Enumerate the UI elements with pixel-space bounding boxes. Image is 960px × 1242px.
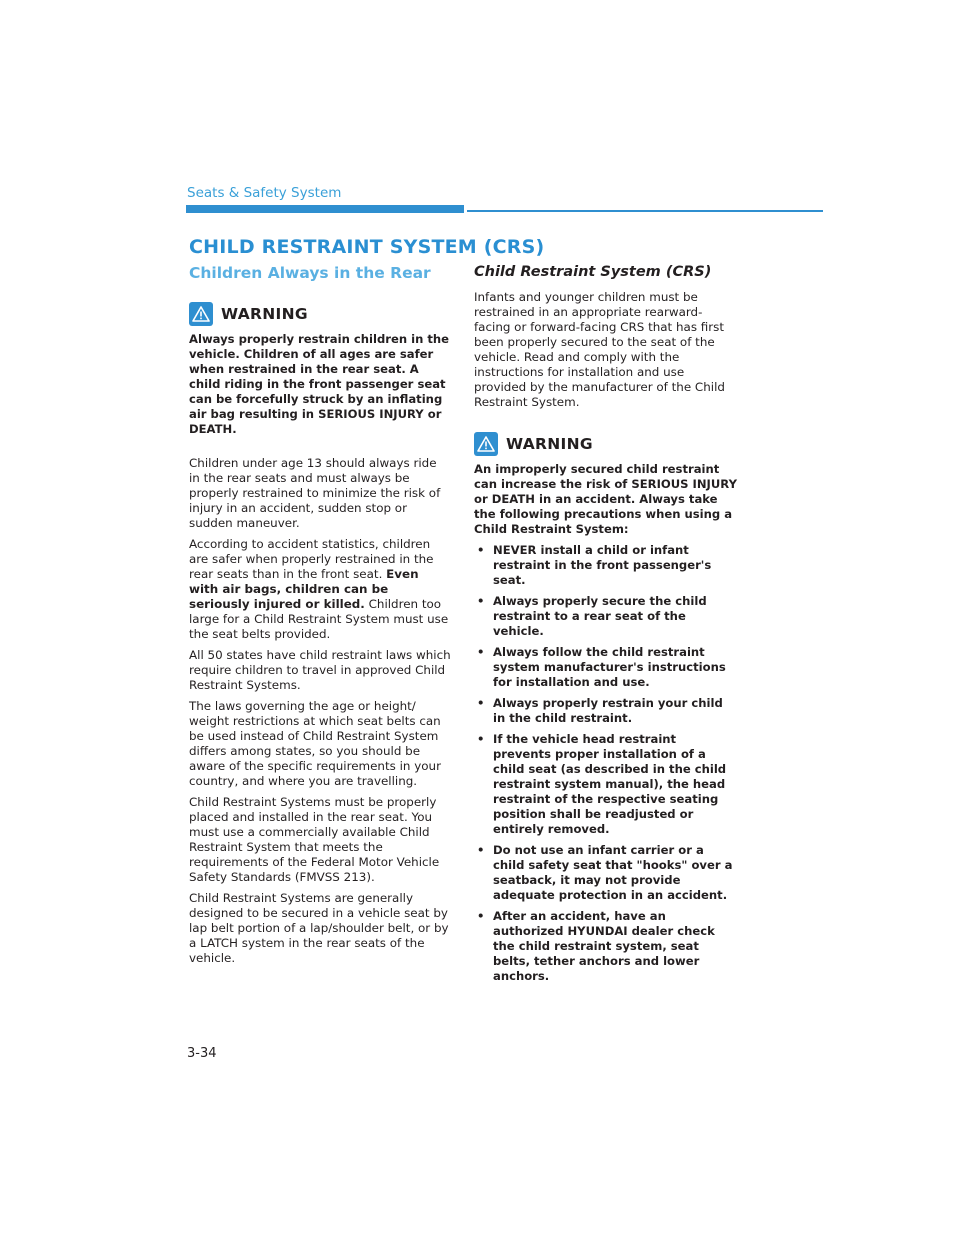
left-paragraph-2-bold: Even with air bags, children can be seriously injured or killed. bbox=[189, 567, 419, 611]
right-paragraph-1: Infants and younger children must be restrained in an appropriate rearward-facing or forward-facing CRS that has first been properly secured to the seat of the vehicle. Read and comply with the instructions for installation and use provided by the manufacturer of the Child Restraint System. bbox=[474, 290, 725, 409]
left-paragraph-3: All 50 states have child restraint laws which require children to travel in approved Child Restraint Systems. bbox=[189, 648, 451, 692]
right-warning-header bbox=[474, 432, 738, 456]
left-warning-label: WARNING bbox=[221, 305, 308, 323]
warning-triangle-icon bbox=[189, 302, 213, 326]
warning-bullet: • After an accident, have an authorized HYUNDAI dealer check the child restraint system, seat belts, tether anchors and lower anchors. bbox=[474, 909, 738, 984]
warning-triangle-icon bbox=[474, 432, 498, 456]
left-heading: Children Always in the Rear bbox=[189, 264, 431, 282]
left-paragraph-2-a: According to accident statistics, children are safer when properly restrained in the rear seats than in the front seat. bbox=[189, 537, 434, 581]
left-column bbox=[189, 264, 451, 972]
right-column bbox=[474, 264, 738, 990]
warning-bullet: • Always follow the child restraint system manufacturer's instructions for installation and use. bbox=[474, 645, 738, 690]
header-rule-thick bbox=[186, 205, 464, 213]
left-paragraph-6: Child Restraint Systems are generally designed to be secured in a vehicle seat by lap belt portion of a lap/shoulder belt, or by a LATCH system in the rear seats of the vehicle. bbox=[189, 891, 449, 965]
left-paragraph-1: Children under age 13 should always ride in the rear seats and must always be properly restrained to minimize the risk of injury in an accident, sudden stop or sudden maneuver. bbox=[189, 456, 441, 530]
left-paragraph-2 bbox=[189, 537, 451, 642]
warning-bullet: • Always properly restrain your child in the child restraint. bbox=[474, 696, 738, 726]
right-warning-text: An improperly secured child restraint can increase the risk of SERIOUS INJURY or DEATH in an accident. Always take the following precautions when using a Child Restraint System: bbox=[474, 462, 737, 536]
warning-bullet: • NEVER install a child or infant restraint in the front passenger's seat. bbox=[474, 543, 738, 588]
page-title: CHILD RESTRAINT SYSTEM (CRS) bbox=[189, 236, 545, 258]
right-warning-label: WARNING bbox=[506, 435, 593, 453]
left-paragraph-4: The laws governing the age or height/ weight restrictions at which seat belts can be used instead of Child Restraint System differs among states, so you should be aware of the specific requirements in your country, and where you are travelling. bbox=[189, 699, 441, 788]
warning-bullet: • Do not use an infant carrier or a child safety seat that "hooks" over a seatback, it may not provide adequate protection in an accident. bbox=[474, 843, 738, 903]
warning-bullet-list bbox=[474, 543, 738, 984]
header-rule-thin bbox=[467, 210, 823, 212]
left-paragraph-5: Child Restraint Systems must be properly placed and installed in the rear seat. You must use a commercially available Child Restraint System that meets the requirements of the Federal Motor Vehicle Safety Standards (FMVSS 213). bbox=[189, 795, 440, 884]
header-section-title: Seats & Safety System bbox=[187, 185, 342, 201]
warning-bullet: • Always properly secure the child restraint to a rear seat of the vehicle. bbox=[474, 594, 738, 639]
warning-bullet: • If the vehicle head restraint prevents proper installation of a child seat (as described in the child restraint system manual), the head restraint of the respective seating position shall be readjusted or entirely removed. bbox=[474, 732, 738, 837]
left-warning-text: Always properly restrain children in the vehicle. Children of all ages are safer when restrained in the rear seat. A child riding in the front passenger seat can be forcefully struck by an inflating air bag resulting in SERIOUS INJURY or DEATH. bbox=[189, 332, 450, 436]
right-heading: Child Restraint System (CRS) bbox=[474, 264, 712, 280]
left-warning-header bbox=[189, 302, 451, 326]
left-paragraph-2-c: Children too large for a Child Restraint System must use the seat belts provided. bbox=[189, 597, 449, 641]
page-number: 3-34 bbox=[187, 1046, 217, 1061]
